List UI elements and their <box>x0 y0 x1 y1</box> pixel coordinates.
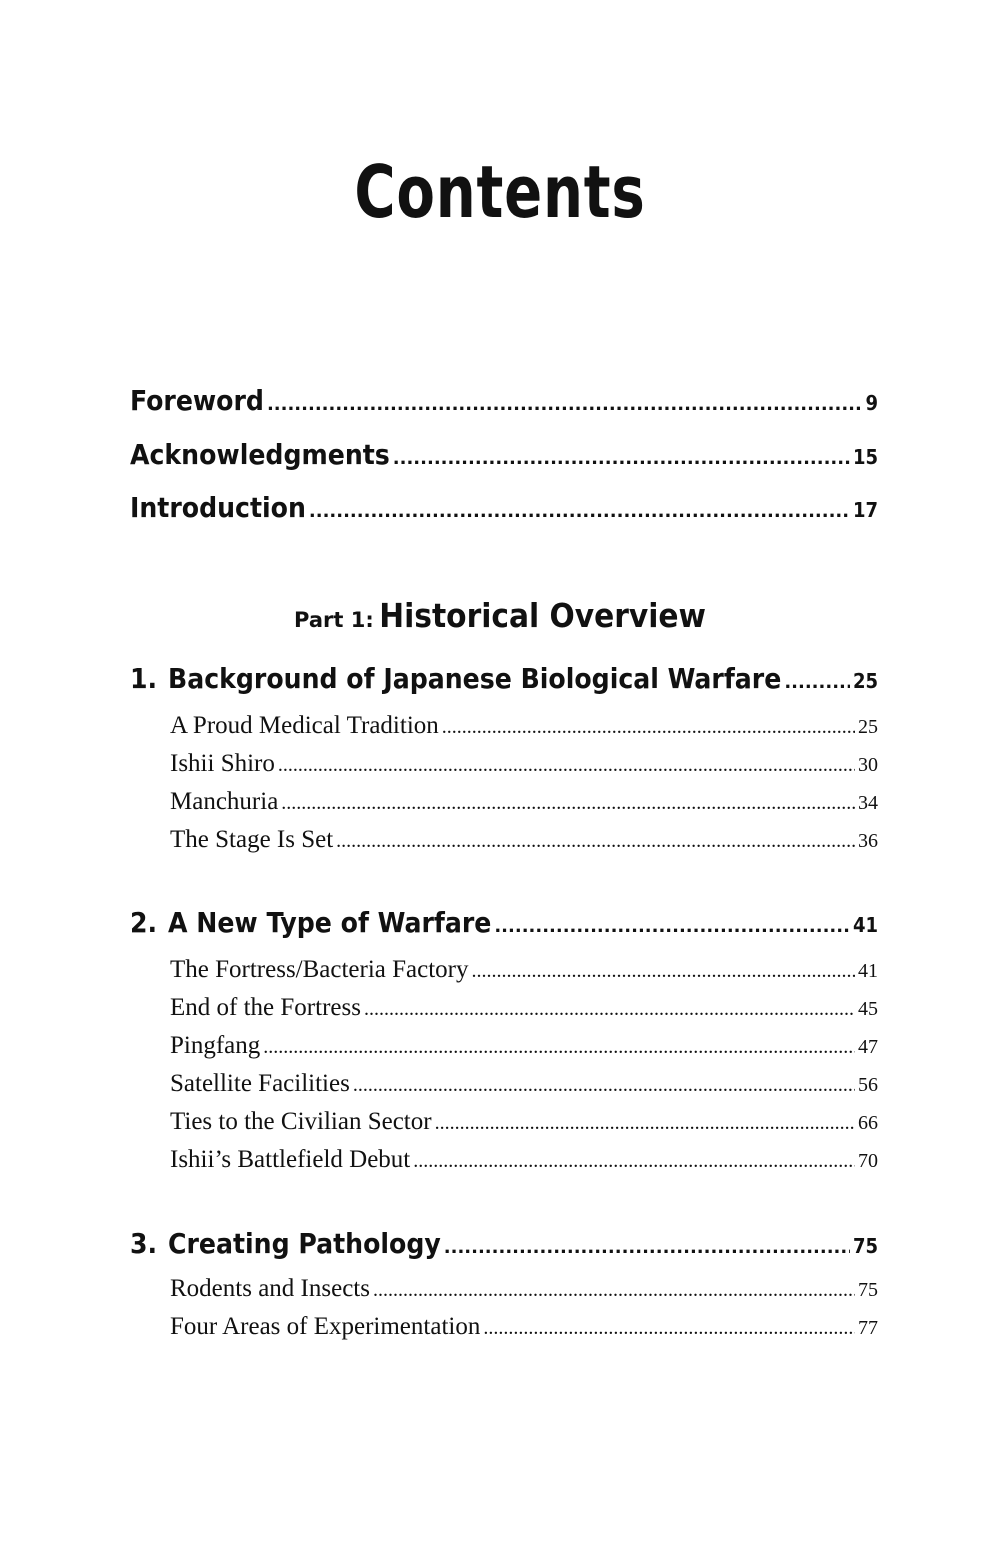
leader-dots <box>353 1074 855 1097</box>
toc-section[interactable] <box>170 1070 878 1098</box>
section-page: 70 <box>858 1150 878 1172</box>
section-label: End of the Fortress <box>170 994 361 1021</box>
section-page: 77 <box>858 1317 878 1339</box>
toc-section[interactable] <box>170 1146 878 1174</box>
leader-dots <box>267 394 863 415</box>
section-label: Ishii Shiro <box>170 750 275 777</box>
leader-dots <box>278 754 855 777</box>
toc-chapter-3[interactable] <box>130 1227 878 1260</box>
chapter-number: 3. <box>130 1227 158 1260</box>
part-prefix: Part 1: <box>294 608 374 632</box>
section-page: 56 <box>858 1074 878 1096</box>
section-label: Rodents and Insects <box>170 1275 370 1302</box>
leader-dots <box>281 792 855 815</box>
section-label: The Stage Is Set <box>170 826 334 853</box>
chapter-title: Creating Pathology <box>168 1227 441 1260</box>
entry-label: Foreword <box>130 384 264 417</box>
entry-page: 15 <box>852 445 878 469</box>
section-page: 41 <box>858 960 878 982</box>
toc-entry-introduction[interactable] <box>130 491 878 524</box>
leader-dots <box>263 1036 855 1059</box>
chapter-page: 25 <box>852 669 878 693</box>
toc-section[interactable] <box>170 1313 878 1341</box>
leader-dots <box>413 1150 855 1173</box>
chapter-page: 75 <box>852 1234 878 1258</box>
toc-entry-foreword[interactable] <box>130 384 878 417</box>
leader-dots <box>373 1279 855 1302</box>
leader-dots <box>472 960 855 983</box>
leader-dots <box>784 672 850 693</box>
leader-dots <box>435 1112 855 1135</box>
section-label: Four Areas of Experimentation <box>170 1313 481 1340</box>
toc-chapter-1[interactable] <box>130 662 878 695</box>
section-label: Manchuria <box>170 788 279 815</box>
part-heading <box>0 596 1000 635</box>
section-label: Ties to the Civilian Sector <box>170 1108 432 1135</box>
section-label: The Fortress/Bacteria Factory <box>170 956 469 983</box>
toc-section[interactable] <box>170 788 878 816</box>
section-page: 36 <box>858 830 878 852</box>
leader-dots <box>393 448 850 469</box>
section-label: A Proud Medical Tradition <box>170 712 439 739</box>
toc-section[interactable] <box>170 750 878 778</box>
toc-entry-acknowledgments[interactable] <box>130 438 878 471</box>
leader-dots <box>444 1237 850 1258</box>
chapter-title: A New Type of Warfare <box>168 906 492 939</box>
section-page: 66 <box>858 1112 878 1134</box>
leader-dots <box>364 998 855 1021</box>
entry-label: Acknowledgments <box>130 438 390 471</box>
section-page: 30 <box>858 754 878 776</box>
leader-dots <box>309 501 850 522</box>
chapter-page: 41 <box>852 913 878 937</box>
toc-section[interactable] <box>170 1108 878 1136</box>
toc-section[interactable] <box>170 1032 878 1060</box>
section-page: 25 <box>858 716 878 738</box>
toc-section[interactable] <box>170 956 878 984</box>
section-label: Ishii’s Battlefield Debut <box>170 1146 411 1173</box>
entry-page: 9 <box>865 391 878 415</box>
section-page: 47 <box>858 1036 878 1058</box>
chapter-number: 1. <box>130 662 158 695</box>
section-label: Satellite Facilities <box>170 1070 350 1097</box>
chapter-title: Background of Japanese Biological Warfare <box>168 662 782 695</box>
leader-dots <box>494 916 850 937</box>
entry-page: 17 <box>852 498 878 522</box>
toc-section[interactable] <box>170 994 878 1022</box>
leader-dots <box>483 1317 855 1340</box>
toc-section[interactable] <box>170 1275 878 1303</box>
section-page: 75 <box>858 1279 878 1301</box>
section-page: 34 <box>858 792 878 814</box>
toc-chapter-2[interactable] <box>130 906 878 939</box>
part-title: Historical Overview <box>379 596 706 635</box>
section-label: Pingfang <box>170 1032 261 1059</box>
page-title: Contents <box>354 150 646 234</box>
toc-section[interactable] <box>170 712 878 740</box>
leader-dots <box>442 716 855 739</box>
chapter-number: 2. <box>130 906 158 939</box>
section-page: 45 <box>858 998 878 1020</box>
leader-dots <box>336 830 855 853</box>
toc-section[interactable] <box>170 826 878 854</box>
entry-label: Introduction <box>130 491 306 524</box>
